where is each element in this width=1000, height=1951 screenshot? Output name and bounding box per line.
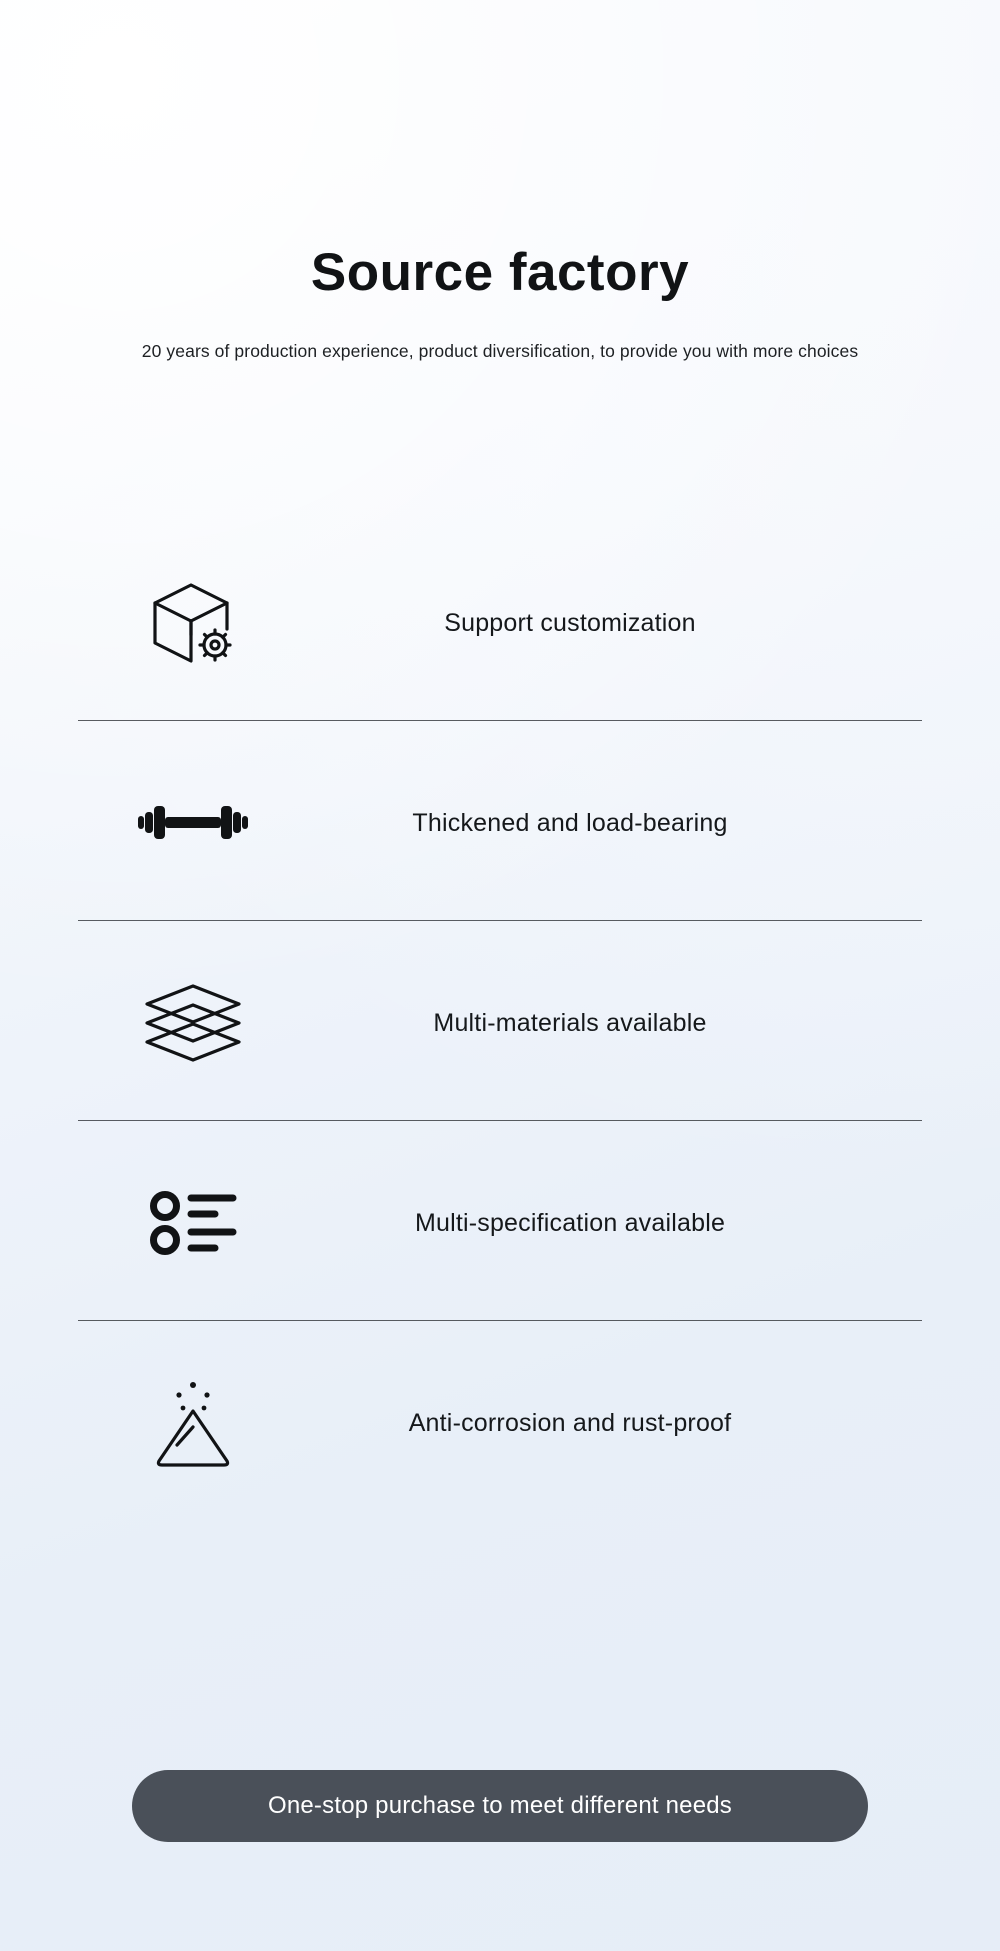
layers-icon	[78, 980, 308, 1066]
page-subtitle: 20 years of production experience, product diversification, to provide you with more choices	[141, 341, 859, 361]
anti-corrosion-icon	[78, 1375, 308, 1471]
feature-list	[78, 525, 922, 1521]
list-item	[78, 725, 922, 921]
cta-container	[0, 1770, 1000, 1842]
dumbbell-icon	[78, 791, 308, 855]
page-header	[0, 0, 1000, 362]
settings-list-icon	[78, 1186, 308, 1260]
one-stop-purchase-button[interactable]: One-stop purchase to meet different needs	[132, 1770, 868, 1842]
page-title: Source factory	[310, 243, 690, 302]
list-item-label: Support customization	[444, 608, 696, 637]
divider	[78, 920, 922, 921]
list-item	[78, 1125, 922, 1321]
list-item-label: Anti-corrosion and rust-proof	[408, 1408, 732, 1437]
list-item-label: Multi-specification available	[414, 1208, 726, 1237]
list-item	[78, 1325, 922, 1521]
divider	[78, 1120, 922, 1121]
list-item	[78, 925, 922, 1121]
divider	[78, 720, 922, 721]
list-item	[78, 525, 922, 721]
list-item-label: Thickened and load-bearing	[412, 808, 728, 837]
divider	[78, 1320, 922, 1321]
list-item-label: Multi-materials available	[433, 1008, 707, 1037]
box-gear-icon	[78, 575, 308, 671]
